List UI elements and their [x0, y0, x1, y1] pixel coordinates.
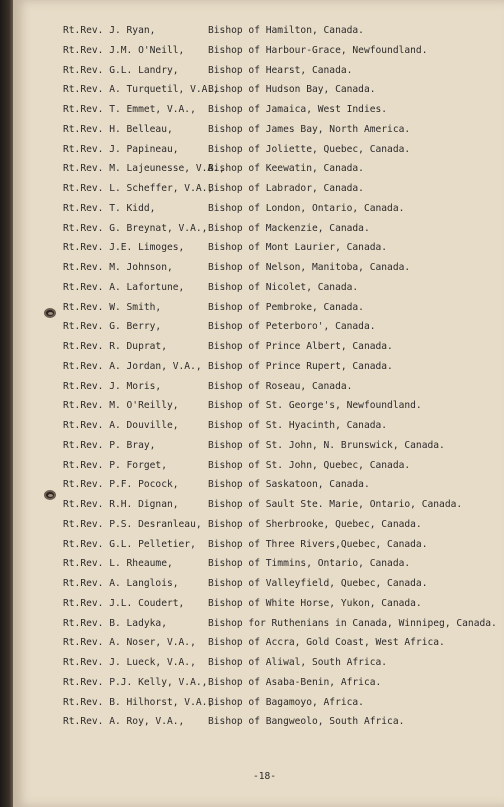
list-item: [13, 381, 504, 399]
page-number: -18-: [252, 771, 277, 782]
list-item: [13, 578, 504, 596]
bishop-name: Rt.Rev. A. Langlois,: [63, 578, 179, 589]
list-item: [13, 677, 504, 695]
bishop-name: Rt.Rev. A. Turquetil, V.A.,: [63, 84, 219, 96]
bishop-name: Rt.Rev. G.L. Landry,: [63, 64, 179, 76]
list-item: [13, 716, 504, 734]
list-item: [13, 479, 504, 497]
list-item: [13, 539, 504, 557]
bishop-see: Bishop of St. George's, Newfoundland.: [208, 400, 422, 412]
bishop-see: Bishop of Prince Rupert, Canada.: [208, 360, 393, 372]
bishop-see: Bishop of Mont Laurier, Canada.: [208, 242, 388, 254]
bishop-name: Rt.Rev. J. Papineau,: [63, 143, 179, 155]
bishop-name: Rt.Rev. H. Belleau,: [63, 123, 173, 135]
bishop-name: Rt.Rev. G. Breynat, V.A.,: [63, 222, 208, 234]
bishop-see: Bishop of Bangweolo, South Africa.: [208, 716, 405, 728]
bishop-see: Bishop of White Horse, Yukon, Canada.: [208, 597, 422, 609]
bishop-name: Rt.Rev. T. Kidd,: [63, 202, 156, 214]
bishop-name: Rt.Rev. R.H. Dignan,: [63, 499, 179, 510]
bishop-name: Rt.Rev. M. Johnson,: [63, 262, 173, 273]
list-item: [13, 637, 504, 655]
list-item: [13, 460, 504, 478]
bishop-name: Rt.Rev. J.M. O'Neill,: [63, 44, 185, 56]
bishop-name: Rt.Rev. M. O'Reilly,: [63, 400, 179, 412]
bishop-name: Rt.Rev. P. Bray,: [63, 439, 156, 451]
bishop-see: Bishop of Pembroke, Canada.: [208, 301, 364, 313]
bishop-name: Rt.Rev. R. Duprat,: [63, 341, 167, 352]
list-item: [13, 558, 504, 576]
bishop-name: Rt.Rev. A. Jordan, V.A.,: [63, 360, 202, 372]
bishop-name: Rt.Rev. A. Lafortune,: [63, 281, 185, 293]
bishop-see: Bishop of Keewatin, Canada.: [208, 163, 364, 175]
bishop-see: Bishop of James Bay, North America.: [208, 123, 411, 135]
bishop-name: Rt.Rev. P.S. Desranleau,: [63, 518, 202, 530]
bishop-name: Rt.Rev. G. Berry,: [63, 321, 162, 333]
list-item: [13, 697, 504, 715]
bishop-see: Bishop of Nelson, Manitoba, Canada.: [208, 262, 411, 273]
list-item: [13, 203, 504, 221]
bishop-name: Rt.Rev. P. Forget,: [63, 459, 167, 471]
list-item: [13, 282, 504, 300]
bishop-name: Rt.Rev. L. Scheffer, V.A.,: [63, 183, 214, 194]
list-item: [13, 144, 504, 162]
list-item: [13, 223, 504, 241]
bishop-see: Bishop of Harbour-Grace, Newfoundland.: [208, 44, 428, 56]
list-item: [13, 84, 504, 102]
list-item: [13, 361, 504, 379]
bishop-name: Rt.Rev. T. Emmet, V.A.,: [63, 104, 196, 115]
bishop-see: Bishop of Joliette, Quebec, Canada.: [208, 143, 411, 155]
bishop-see: Bishop of Sault Ste. Marie, Ontario, Canada.: [208, 499, 463, 510]
list-item: [13, 25, 504, 43]
bishop-see: Bishop of Prince Albert, Canada.: [208, 341, 393, 352]
list-item: [13, 400, 504, 418]
list-item: [13, 124, 504, 142]
bishop-name: Rt.Rev. L. Rheaume,: [63, 558, 173, 570]
bishop-name: Rt.Rev. A. Douville,: [63, 420, 179, 431]
bishop-name: Rt.Rev. J. Ryan,: [63, 25, 156, 36]
list-item: [13, 183, 504, 201]
bishop-name: Rt.Rev. M. Lajeunesse, V.A.,: [63, 163, 225, 175]
list-item: [13, 45, 504, 63]
bishop-see: Bishop of London, Ontario, Canada.: [208, 202, 405, 214]
bishop-name: Rt.Rev. J.E. Limoges,: [63, 242, 185, 254]
list-item: [13, 262, 504, 280]
bishop-see: Bishop for Ruthenians in Canada, Winnipeg, Canada.: [208, 617, 497, 629]
bishop-see: Bishop of Hearst, Canada.: [208, 64, 353, 76]
list-item: [13, 163, 504, 181]
bishop-name: Rt.Rev. J. Moris,: [63, 380, 162, 392]
list-item: [13, 499, 504, 517]
list-item: [13, 65, 504, 83]
bishop-name: Rt.Rev. J. Lueck, V.A.,: [63, 657, 196, 668]
bishop-see: Bishop of St. John, Quebec, Canada.: [208, 459, 411, 471]
bishop-see: Bishop of Sherbrooke, Quebec, Canada.: [208, 518, 422, 530]
list-item: [13, 104, 504, 122]
list-item: [13, 420, 504, 438]
bishop-see: Bishop of St. Hyacinth, Canada.: [208, 420, 388, 431]
bishop-see: Bishop of Hudson Bay, Canada.: [208, 84, 376, 96]
bishop-see: Bishop of Hamilton, Canada.: [208, 25, 364, 36]
bishop-name: Rt.Rev. A. Noser, V.A.,: [63, 637, 196, 649]
bishop-see: Bishop of Mackenzie, Canada.: [208, 222, 370, 234]
bishop-see: Bishop of Aliwal, South Africa.: [208, 657, 388, 668]
bishop-see: Bishop of Three Rivers,Quebec, Canada.: [208, 538, 428, 550]
bishop-name: Rt.Rev. G.L. Pelletier,: [63, 538, 196, 550]
bishop-see: Bishop of Roseau, Canada.: [208, 380, 353, 392]
bishop-see: Bishop of Timmins, Ontario, Canada.: [208, 558, 411, 570]
list-item: [13, 341, 504, 359]
bishop-name: Rt.Rev. A. Roy, V.A.,: [63, 716, 185, 728]
bishop-name: Rt.Rev. J.L. Coudert,: [63, 597, 185, 609]
bishop-see: Bishop of Accra, Gold Coast, West Africa.: [208, 637, 445, 649]
bishop-name: Rt.Rev. P.J. Kelly, V.A.,: [63, 676, 208, 688]
bishop-see: Bishop of Labrador, Canada.: [208, 183, 364, 194]
bishop-see: Bishop of Asaba-Benin, Africa.: [208, 676, 382, 688]
list-item: [13, 657, 504, 675]
bishop-name: Rt.Rev. W. Smith,: [63, 301, 162, 313]
bishop-see: Bishop of St. John, N. Brunswick, Canada.: [208, 439, 445, 451]
bishop-name: Rt.Rev. B. Hilhorst, V.A.,: [63, 696, 214, 708]
list-item: [13, 618, 504, 636]
bishop-name: Rt.Rev. B. Ladyka,: [63, 617, 167, 629]
list-item: [13, 242, 504, 260]
bishop-see: Bishop of Bagamoyo, Africa.: [208, 696, 364, 708]
binding-edge: [0, 0, 13, 807]
list-item: [13, 321, 504, 339]
bishop-see: Bishop of Saskatoon, Canada.: [208, 479, 370, 491]
document-page: [13, 0, 504, 807]
bishop-see: Bishop of Valleyfield, Quebec, Canada.: [208, 578, 428, 589]
list-item: [13, 519, 504, 537]
bishop-see: Bishop of Jamaica, West Indies.: [208, 104, 388, 115]
bishop-name: Rt.Rev. P.F. Pocock,: [63, 479, 179, 491]
list-item: [13, 302, 504, 320]
list-item: [13, 598, 504, 616]
bishop-see: Bishop of Nicolet, Canada.: [208, 281, 359, 293]
list-item: [13, 440, 504, 458]
bishop-see: Bishop of Peterboro', Canada.: [208, 321, 376, 333]
